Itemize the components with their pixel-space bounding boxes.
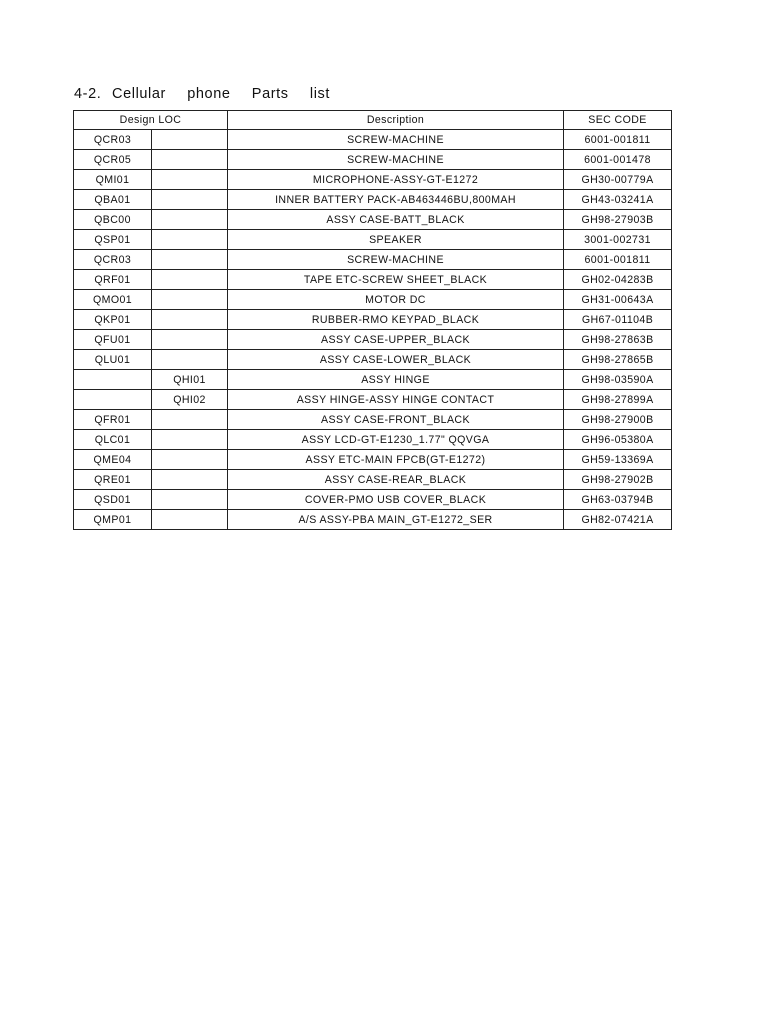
table-row: [74, 170, 672, 190]
cell-sec-code: GH31-00643A: [564, 290, 672, 310]
cell-description: ASSY CASE-BATT_BLACK: [228, 210, 564, 230]
cell-design-loc-sub: [152, 210, 228, 230]
table-row: [74, 330, 672, 350]
header-description: Description: [228, 111, 564, 130]
table-row: [74, 350, 672, 370]
cell-sec-code: GH96-05380A: [564, 430, 672, 450]
cell-sec-code: GH98-27865B: [564, 350, 672, 370]
cell-description: COVER-PMO USB COVER_BLACK: [228, 490, 564, 510]
parts-list-table: [73, 110, 672, 530]
header-sec-code: SEC CODE: [564, 111, 672, 130]
cell-design-loc: QFR01: [74, 410, 152, 430]
cell-sec-code: GH98-27899A: [564, 390, 672, 410]
cell-design-loc: QLC01: [74, 430, 152, 450]
cell-design-loc: [74, 370, 152, 390]
cell-sec-code: 6001-001811: [564, 250, 672, 270]
cell-description: MOTOR DC: [228, 290, 564, 310]
table-row: [74, 510, 672, 530]
cell-design-loc: QFU01: [74, 330, 152, 350]
table-row: [74, 190, 672, 210]
cell-sec-code: GH63-03794B: [564, 490, 672, 510]
cell-sec-code: GH67-01104B: [564, 310, 672, 330]
table-row: [74, 470, 672, 490]
cell-design-loc-sub: [152, 470, 228, 490]
cell-design-loc-sub: [152, 430, 228, 450]
cell-sec-code: GH98-27902B: [564, 470, 672, 490]
cell-design-loc: QRE01: [74, 470, 152, 490]
cell-sec-code: GH30-00779A: [564, 170, 672, 190]
cell-description: INNER BATTERY PACK-AB463446BU,800MAH: [228, 190, 564, 210]
cell-design-loc-sub: [152, 230, 228, 250]
cell-sec-code: GH98-27903B: [564, 210, 672, 230]
cell-description: TAPE ETC-SCREW SHEET_BLACK: [228, 270, 564, 290]
cell-description: MICROPHONE-ASSY-GT-E1272: [228, 170, 564, 190]
cell-design-loc-sub: [152, 170, 228, 190]
cell-sec-code: 3001-002731: [564, 230, 672, 250]
cell-design-loc: QME04: [74, 450, 152, 470]
cell-design-loc-sub: [152, 330, 228, 350]
cell-description: ASSY ETC-MAIN FPCB(GT-E1272): [228, 450, 564, 470]
table-row: [74, 130, 672, 150]
cell-sec-code: GH59-13369A: [564, 450, 672, 470]
cell-design-loc: QCR05: [74, 150, 152, 170]
cell-design-loc: [74, 390, 152, 410]
table-row: [74, 150, 672, 170]
cell-design-loc: QSD01: [74, 490, 152, 510]
cell-design-loc: QMI01: [74, 170, 152, 190]
table-row: [74, 430, 672, 450]
cell-sec-code: GH98-27900B: [564, 410, 672, 430]
cell-design-loc-sub: [152, 310, 228, 330]
cell-sec-code: GH43-03241A: [564, 190, 672, 210]
table-row: [74, 270, 672, 290]
cell-description: SCREW-MACHINE: [228, 150, 564, 170]
cell-description: SCREW-MACHINE: [228, 250, 564, 270]
cell-design-loc-sub: [152, 130, 228, 150]
cell-description: SPEAKER: [228, 230, 564, 250]
cell-design-loc-sub: QHI02: [152, 390, 228, 410]
table-row: [74, 210, 672, 230]
table-row: [74, 490, 672, 510]
table-header-row: [74, 111, 672, 130]
cell-design-loc: QCR03: [74, 130, 152, 150]
cell-design-loc-sub: [152, 510, 228, 530]
cell-design-loc-sub: [152, 450, 228, 470]
cell-description: A/S ASSY-PBA MAIN_GT-E1272_SER: [228, 510, 564, 530]
header-design-loc: Design LOC: [74, 111, 228, 130]
cell-design-loc-sub: QHI01: [152, 370, 228, 390]
cell-description: ASSY LCD-GT-E1230_1.77" QQVGA: [228, 430, 564, 450]
cell-description: ASSY CASE-REAR_BLACK: [228, 470, 564, 490]
cell-design-loc: QRF01: [74, 270, 152, 290]
cell-design-loc: QBC00: [74, 210, 152, 230]
cell-sec-code: GH82-07421A: [564, 510, 672, 530]
cell-design-loc-sub: [152, 350, 228, 370]
cell-design-loc: QMP01: [74, 510, 152, 530]
cell-description: ASSY CASE-LOWER_BLACK: [228, 350, 564, 370]
cell-design-loc: QBA01: [74, 190, 152, 210]
cell-description: ASSY CASE-UPPER_BLACK: [228, 330, 564, 350]
cell-design-loc: QKP01: [74, 310, 152, 330]
cell-description: ASSY HINGE-ASSY HINGE CONTACT: [228, 390, 564, 410]
table-row: [74, 310, 672, 330]
cell-design-loc: QSP01: [74, 230, 152, 250]
table-row: [74, 450, 672, 470]
table-row: [74, 290, 672, 310]
page-title: 4-2. Cellular phone Parts list: [74, 86, 331, 102]
cell-sec-code: 6001-001811: [564, 130, 672, 150]
cell-design-loc-sub: [152, 150, 228, 170]
table-row: [74, 370, 672, 390]
cell-design-loc: QLU01: [74, 350, 152, 370]
cell-sec-code: GH02-04283B: [564, 270, 672, 290]
cell-design-loc: QMO01: [74, 290, 152, 310]
table-row: [74, 390, 672, 410]
cell-sec-code: GH98-27863B: [564, 330, 672, 350]
cell-sec-code: 6001-001478: [564, 150, 672, 170]
table-row: [74, 230, 672, 250]
cell-design-loc: QCR03: [74, 250, 152, 270]
cell-description: ASSY HINGE: [228, 370, 564, 390]
cell-design-loc-sub: [152, 270, 228, 290]
cell-design-loc-sub: [152, 490, 228, 510]
cell-description: RUBBER-RMO KEYPAD_BLACK: [228, 310, 564, 330]
cell-design-loc-sub: [152, 290, 228, 310]
cell-design-loc-sub: [152, 410, 228, 430]
cell-design-loc-sub: [152, 250, 228, 270]
table-row: [74, 410, 672, 430]
cell-description: SCREW-MACHINE: [228, 130, 564, 150]
cell-description: ASSY CASE-FRONT_BLACK: [228, 410, 564, 430]
table-row: [74, 250, 672, 270]
cell-sec-code: GH98-03590A: [564, 370, 672, 390]
cell-design-loc-sub: [152, 190, 228, 210]
